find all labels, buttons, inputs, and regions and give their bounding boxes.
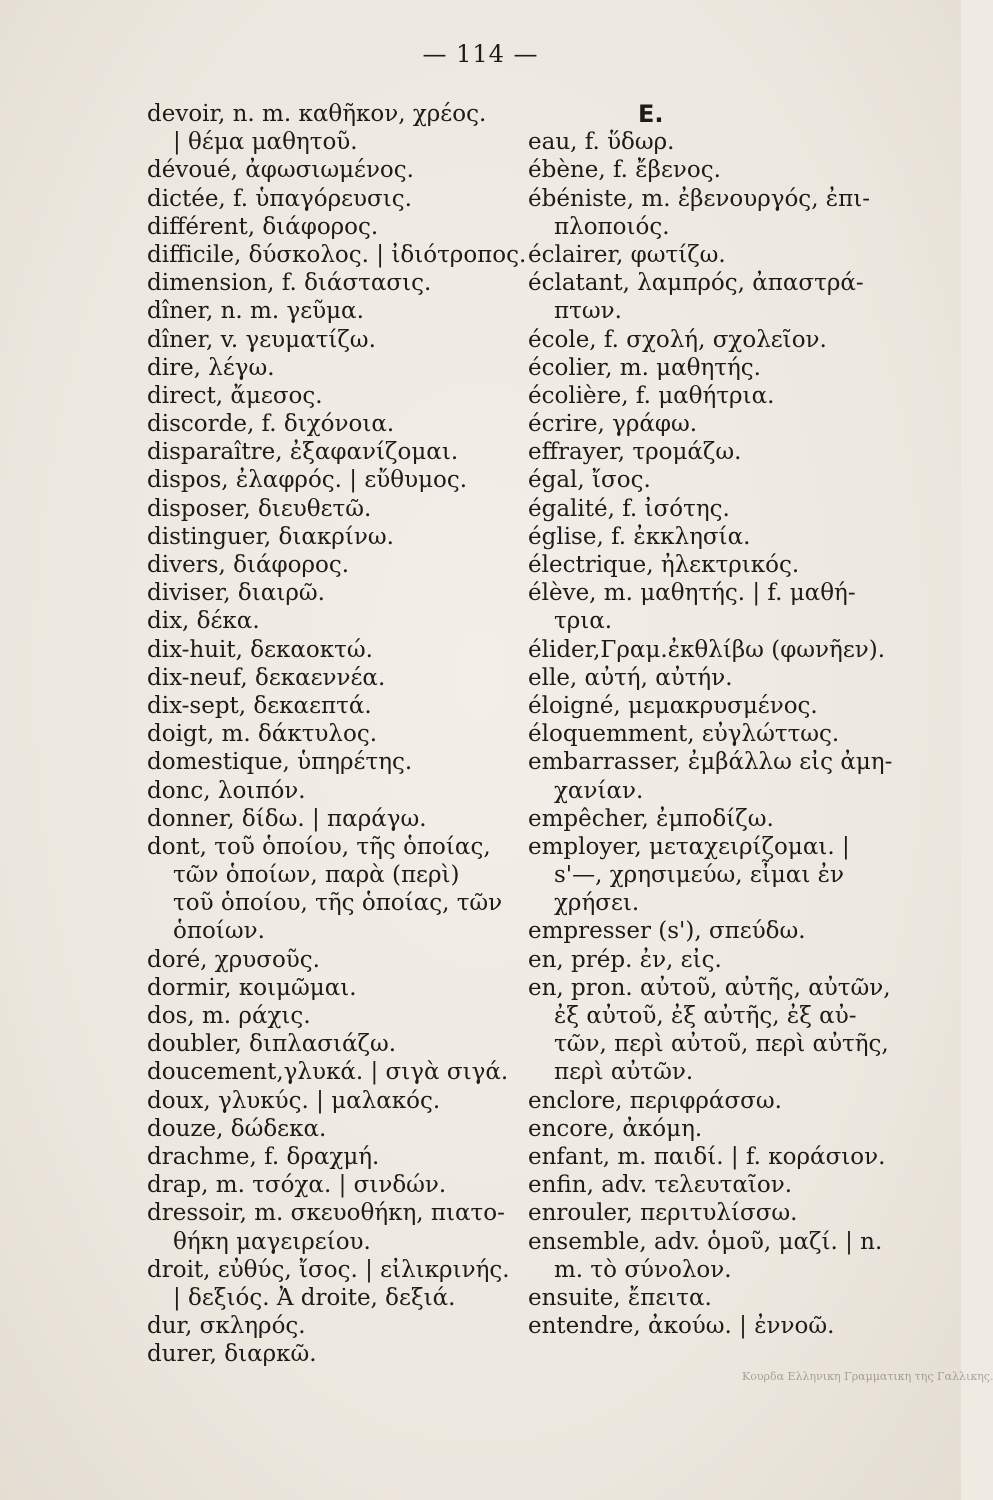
right-entry-line: en, prép. ἐν, εἰς. [528,946,722,973]
right-entry-line: entendre, ἀκούω. | ἐννοῶ. [528,1313,835,1340]
right-entry-line: égal, ἴσος. [528,467,651,494]
left-entry-line: dormir, κοιμῶμαι. [147,974,357,1001]
right-entry-line: περὶ αὐτῶν. [554,1059,694,1086]
right-entry-line: ἐξ αὐτοῦ, ἐξ αὐτῆς, ἐξ αὐ- [554,1003,857,1029]
right-entry-line: πτων. [554,298,622,325]
right-entry-line: τῶν, περὶ αὐτοῦ, περὶ αὐτῆς, [554,1031,889,1058]
left-entry-line: dix, δέκα. [147,608,260,635]
left-entry-line: durer, διαρκῶ. [147,1341,317,1368]
left-entry-line: dressoir, m. σκευοθήκη, πιατο- [147,1200,505,1227]
left-entry-line: discorde, f. διχόνοια. [147,411,395,438]
right-entry-line: embarrasser, ἐμβάλλω εἰς ἀμη- [528,749,893,776]
left-entry-line: diviser, διαιρῶ. [147,580,325,607]
right-entry-line: écolière, f. μαθήτρια. [528,382,775,409]
left-entry-line: difficile, δύσκολος. | ἰδιότροπος. [147,241,527,268]
left-entry-line: doubler, διπλασιάζω. [147,1031,397,1058]
left-entry-line: dur, σκληρός. [147,1313,306,1340]
right-entry-line: enrouler, περιτυλίσσω. [528,1200,798,1227]
right-entry-line: employer, μεταχειρίζομαι. | [528,833,850,860]
right-entry-line: égalité, f. ἰσότης. [528,495,730,522]
left-entry-line: droit, εὐθύς, ἴσος. | εἰλικρινής. [147,1256,510,1283]
left-entry-line: divers, διάφορος. [147,552,350,578]
left-entry-line: dix-neuf, δεκαεννέα. [147,664,386,691]
right-entry-line: élève, m. μαθητής. | f. μαθή- [528,580,856,607]
left-entry-line: | δεξιός. Ἀ droite, δεξιά. [173,1284,456,1311]
left-entry-line: disparaître, ἐξαφανίζομαι. [147,439,459,466]
section-heading-e: E. [638,100,664,128]
left-entry-line: doucement,γλυκά. | σιγὰ σιγά. [147,1059,509,1086]
left-entry-line: dix-huit, δεκαοκτώ. [147,636,373,663]
right-entry-line: église, f. ἐκκλησία. [528,523,751,550]
right-entry-line: χρήσει. [554,890,640,917]
left-entry-line: disposer, διευθετῶ. [147,495,372,522]
right-entry-line: empresser (s'), σπεύδω. [528,918,806,945]
right-entry-line: éloquemment, εὐγλώττως. [528,721,840,748]
right-entry-line: encore, ἀκόμη. [528,1115,703,1142]
left-entry-line: τοῦ ὁποίου, τῆς ὁποίας, τῶν [173,890,503,917]
right-entry-line: enfin, adv. τελευταῖον. [528,1172,793,1199]
right-entry-line: effrayer, τρομάζω. [528,439,742,466]
right-entry-line: écrire, γράφω. [528,411,698,438]
left-column [147,100,527,1368]
page-number: — 114 — [422,40,539,68]
left-entry-line: donner, δίδω. | παράγω. [147,805,427,832]
left-entry-line: dîner, n. m. γεῦμα. [147,298,364,325]
left-entry-line: devoir, n. m. καθῆκον, χρέος. [147,101,487,127]
right-entry-line: empêcher, ἐμποδίζω. [528,805,774,832]
left-entry-line: dont, τοῦ ὁποίου, τῆς ὁποίας, [147,833,491,860]
right-entry-line: ensuite, ἔπειτα. [528,1284,712,1311]
left-entry-line: domestique, ὑπηρέτης. [147,749,413,776]
left-entry-line: dispos, ἐλαφρός. | εὔθυμος. [147,467,468,494]
right-entry-line: enclore, περιφράσσω. [528,1087,782,1114]
left-entry-line: θήκη μαγειρείου. [173,1228,371,1255]
right-entry-line: eau, f. ὕδωρ. [528,129,675,156]
left-entry-line: dévoué, ἀφωσιωμένος. [147,157,414,184]
left-entry-line: douze, δώδεκα. [147,1115,327,1142]
right-entry-line: χανίαν. [554,777,644,804]
left-entry-line: doigt, m. δάκτυλος. [147,721,378,748]
left-entry-line: doré, χρυσοῦς. [147,946,320,973]
left-entry-line: dix-sept, δεκαεπτά. [147,692,372,719]
left-entry-line: direct, ἄμεσος. [147,382,323,409]
right-entry-line: ébène, f. ἔβενος. [528,157,721,184]
right-entry-line: πλοποιός. [554,213,670,240]
right-entry-line: électrique, ἠλεκτρικός. [528,552,800,578]
left-entry-line: donc, λοιπόν. [147,777,306,804]
left-entry-line: distinguer, διακρίνω. [147,523,394,550]
left-entry-line: dos, m. ράχις. [147,1003,311,1029]
right-entry-line: elle, αὐτή, αὐτήν. [528,664,733,691]
right-entry-line: ensemble, adv. ὁμοῦ, μαζί. | n. [528,1228,883,1255]
left-entry-line: dire, λέγω. [147,354,275,381]
left-entry-line: dictée, f. ὑπαγόρευσις. [147,185,412,212]
right-entry-line: ébéniste, m. ἐβενουργός, ἐπι- [528,185,871,212]
right-entry-line: enfant, m. παιδί. | f. κοράσιον. [528,1143,886,1170]
right-entry-line: éloigné, μεμακρυσμένος. [528,692,818,719]
right-entry-line: école, f. σχολή, σχολεῖον. [528,326,827,353]
left-entry-line: dîner, v. γευματίζω. [147,326,376,353]
left-entry-line: ὁποίων. [173,918,265,945]
right-entry-line: éclatant, λαμπρός, ἀπαστρά- [528,270,864,297]
right-entry-line: écolier, m. μαθητής. [528,354,761,381]
right-entry-line: s'—, χρησιμεύω, εἶμαι ἐν [554,862,844,889]
right-entry-line: élider,Γραμ.ἐκθλίβω (φωνῆεν). [528,636,886,663]
left-entry-line: drachme, f. δραχμή. [147,1143,380,1170]
left-entry-line: dimension, f. διάστασις. [147,270,432,297]
left-entry-line: τῶν ὁποίων, παρὰ (περὶ) [173,862,460,889]
right-entry-line: m. τὸ σύνολον. [554,1256,732,1283]
right-entry-line: éclairer, φωτίζω. [528,241,726,268]
footnote: Κουρδα Ελληνικη Γραμματικη της Γαλλικης. [742,1370,993,1383]
left-entry-line: doux, γλυκύς. | μαλακός. [147,1087,441,1114]
left-entry-line: différent, διάφορος. [147,213,379,240]
left-entry-line: drap, m. τσόχα. | σινδών. [147,1172,447,1199]
right-entry-line: en, pron. αὐτοῦ, αὐτῆς, αὐτῶν, [528,974,891,1001]
left-entry-line: | θέμα μαθητοῦ. [173,129,358,156]
right-column [528,100,898,1340]
right-entry-line: τρια. [554,608,613,635]
